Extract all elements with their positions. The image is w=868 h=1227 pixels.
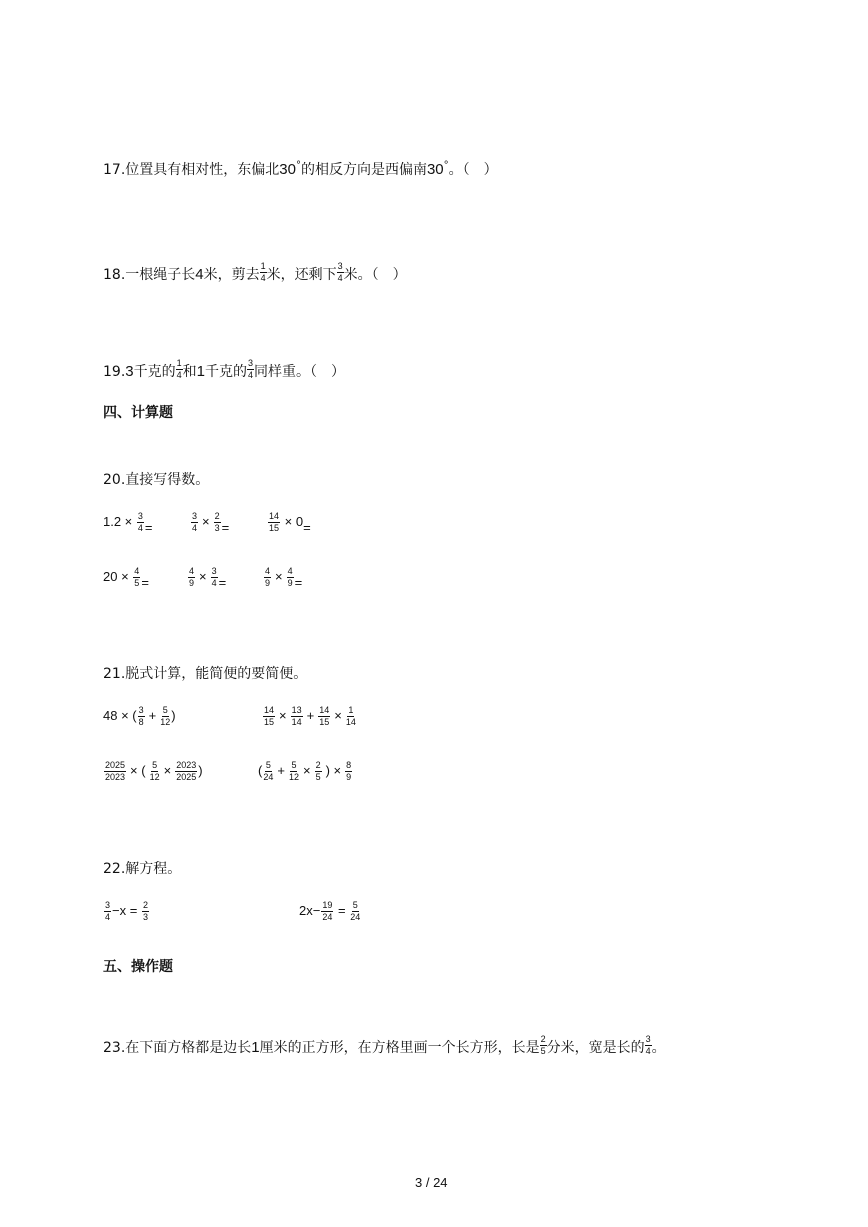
section-heading-calculation: 四、计算题 xyxy=(103,405,173,421)
q18-text-1: 一根绳子长 xyxy=(125,267,196,283)
q19-text-2: 和 xyxy=(182,364,197,380)
q19-number: 19. xyxy=(103,364,126,380)
q17-text-1: 位置具有相对性，东偏北 xyxy=(125,162,280,178)
q17-degree-1: ° xyxy=(295,160,301,171)
q18-number: 18. xyxy=(103,267,126,283)
question-23 xyxy=(103,1034,666,1058)
q20-item-6: $\frac{4}{9}$ × $\frac{4}{9}$ = xyxy=(265,566,303,590)
q20-item-4: 20 × $\frac{4}{5}$ = xyxy=(103,566,149,590)
q20-item-5: $\frac{4}{9}$ × $\frac{3}{4}$ = xyxy=(189,566,227,590)
q22-equation-1: $\frac{3}{4}$ −x = $\frac{2}{3}$ xyxy=(105,900,148,922)
question-19 xyxy=(103,358,345,382)
q19-fraction-2: $\frac{3}{4}$ xyxy=(247,358,253,380)
q23-side-length: 1 xyxy=(251,1039,260,1056)
q23-text-3: 分米，宽是长的 xyxy=(546,1040,645,1056)
q21-item-3: $\frac{2025}{2023}$ × ( $\frac{5}{12}$ × $\frac{2023}{2025}$ ) xyxy=(105,760,203,782)
q19-text-4: 同样重。（ ） xyxy=(253,364,345,380)
q21-item-2: $\frac{14}{15}$ × $\frac{13}{14}$ + $\frac{14}{15}$ × $\frac{1}{14}$ xyxy=(264,705,356,727)
question-22-title: 22.解方程。 xyxy=(103,861,182,877)
q23-text-1: 在下面方格都是边长 xyxy=(125,1040,252,1056)
page-number: 3 / 24 xyxy=(415,1175,448,1190)
q17-degree-2: ° xyxy=(443,160,449,171)
section-heading-operation: 五、操作题 xyxy=(103,959,173,975)
q23-number: 23. xyxy=(103,1040,126,1056)
q20-item-1: 1.2 × $\frac{3}{4}$ = xyxy=(103,511,153,535)
question-18 xyxy=(103,261,407,285)
q23-text-4: 。 xyxy=(651,1040,666,1056)
q23-fraction-length: $\frac{2}{5}$ xyxy=(540,1034,546,1056)
q18-fraction-left: $\frac{3}{4}$ xyxy=(337,261,343,283)
question-20-title: 20.直接写得数。 xyxy=(103,472,210,488)
q21-item-4: ( $\frac{5}{24}$ + $\frac{5}{12}$ × $\frac{2}{5}$ ) × $\frac{8}{9}$ xyxy=(258,760,352,782)
q17-text-3: 。（ ） xyxy=(448,162,498,178)
q19-text-1: 千克的 xyxy=(133,364,176,380)
q19-text-3: 千克的 xyxy=(204,364,247,380)
q20-item-3: $\frac{14}{15}$ × 0= xyxy=(269,511,311,535)
q18-length: 4 xyxy=(195,266,204,283)
q23-fraction-width: $\frac{3}{4}$ xyxy=(645,1034,651,1056)
q21-item-1: 48 × ( $\frac{3}{8}$ + $\frac{5}{12}$ ) xyxy=(103,705,176,727)
q17-angle-2: 30 xyxy=(426,161,444,178)
q17-number: 17. xyxy=(103,162,126,178)
q17-text-2: 的相反方向是西偏南 xyxy=(300,162,427,178)
q18-text-3: 米，还剩下 xyxy=(266,267,337,283)
question-17 xyxy=(103,160,498,182)
q18-fraction-cut: $\frac{1}{4}$ xyxy=(260,261,266,283)
q19-weight-2: 1 xyxy=(196,363,205,380)
q17-angle-1: 30 xyxy=(279,161,296,178)
q19-fraction-1: $\frac{1}{4}$ xyxy=(176,358,182,380)
q18-text-2: 米，剪去 xyxy=(203,267,260,283)
q23-text-2: 厘米的正方形，在方格里画一个长方形，长是 xyxy=(259,1040,540,1056)
q20-item-2: $\frac{3}{4}$ × $\frac{2}{3}$ = xyxy=(192,511,230,535)
q22-equation-2: 2x− $\frac{19}{24}$ = $\frac{5}{24}$ xyxy=(299,900,361,922)
q18-text-4: 米。（ ） xyxy=(343,267,407,283)
question-21-title: 21.脱式计算，能简便的要简便。 xyxy=(103,666,308,682)
q19-weight-1: 3 xyxy=(125,363,134,380)
